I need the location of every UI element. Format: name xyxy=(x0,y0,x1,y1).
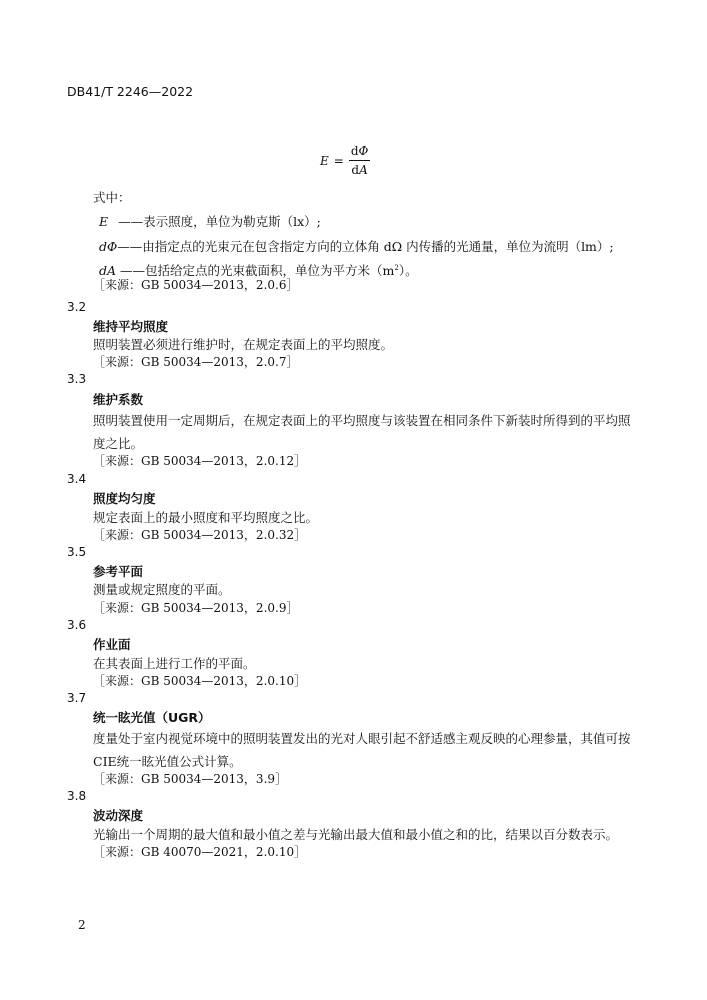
definition-line: 照明装置必须进行维护时，在规定表面上的平均照度。 xyxy=(93,337,394,352)
definition-line: CIE统一眩光值公式计算。 xyxy=(93,754,242,769)
definition-line: 照明装置使用一定周期后，在规定表面上的平均照度与该装置在相同条件下新装时所得到的平均照 xyxy=(93,413,631,428)
source-note: ［来源：GB 50034—2013，3.9］ xyxy=(93,772,288,786)
where-symbol: E xyxy=(99,214,109,229)
where-item-e xyxy=(99,212,321,230)
source-note: ［来源：GB 50034—2013，2.0.10］ xyxy=(93,674,307,688)
formula-fraction xyxy=(349,144,371,177)
where-text-tail: ）。 xyxy=(398,263,418,278)
where-text: ——包括给定点的光束截面积，单位为平方米（m xyxy=(116,263,395,278)
section-number: 3.3 xyxy=(67,372,87,386)
definition-line: 度量处于室内视觉环境中的照明装置发出的光对人眼引起不舒适感主观反映的心理参量，其值可按 xyxy=(93,731,631,746)
definition-line: 规定表面上的最小照度和平均照度之比。 xyxy=(93,510,319,525)
definition-line: 光输出一个周期的最大值和最小值之差与光输出最大值和最小值之和的比，结果以百分数表示。 xyxy=(93,827,619,842)
source-note: ［来源：GB 50034—2013，2.0.9］ xyxy=(93,601,299,615)
superscript: 2 xyxy=(394,263,399,272)
section-number: 3.2 xyxy=(67,300,87,314)
term-title: 统一眩光值（UGR） xyxy=(93,710,211,725)
definition-line: 度之比。 xyxy=(93,436,144,451)
where-text: ——表示照度，单位为勒克斯（lx）; xyxy=(114,214,321,229)
term-title: 参考平面 xyxy=(93,564,144,579)
where-symbol: dA xyxy=(99,263,117,278)
where-text: ——由指定点的光束元在包含指定方向的立体角 dΩ 内传播的光通量，单位为流明（lm）; xyxy=(117,239,614,254)
formula-numerator xyxy=(349,144,371,161)
source-note: ［来源：GB 50034—2013，2.0.6］ xyxy=(93,278,299,292)
term-title: 维护系数 xyxy=(93,392,144,407)
source-note: ［来源：GB 40070—2021，2.0.10］ xyxy=(93,845,307,859)
illuminance-formula xyxy=(320,144,370,177)
term-title: 照度均匀度 xyxy=(93,491,156,506)
denominator-symbol: A xyxy=(359,163,368,177)
definition-line: 在其表面上进行工作的平面。 xyxy=(93,656,256,671)
term-title: 波动深度 xyxy=(93,808,144,823)
numerator-d: d xyxy=(350,144,359,158)
source-note: ［来源：GB 50034—2013，2.0.7］ xyxy=(93,355,299,369)
formula-lhs: E xyxy=(320,153,329,168)
definition-line: 测量或规定照度的平面。 xyxy=(93,582,231,597)
formula-equals: = xyxy=(333,153,344,168)
source-note: ［来源：GB 50034—2013，2.0.12］ xyxy=(93,454,307,468)
term-title: 维持平均照度 xyxy=(93,319,169,334)
section-number: 3.7 xyxy=(67,691,87,705)
section-number: 3.5 xyxy=(67,545,87,559)
source-note: ［来源：GB 50034—2013，2.0.32］ xyxy=(93,528,307,542)
section-number: 3.4 xyxy=(67,472,87,486)
page-number: 2 xyxy=(78,918,86,932)
where-item-dphi xyxy=(99,237,614,255)
formula-denominator xyxy=(351,161,367,177)
denominator-d: d xyxy=(351,163,360,177)
document-code: DB41/T 2246—2022 xyxy=(67,84,194,99)
term-title: 作业面 xyxy=(93,637,131,652)
section-number: 3.8 xyxy=(67,789,87,803)
where-symbol: dΦ xyxy=(99,239,118,254)
numerator-symbol: Φ xyxy=(358,144,369,158)
where-label: 式中： xyxy=(93,190,131,205)
section-number: 3.6 xyxy=(67,618,87,632)
